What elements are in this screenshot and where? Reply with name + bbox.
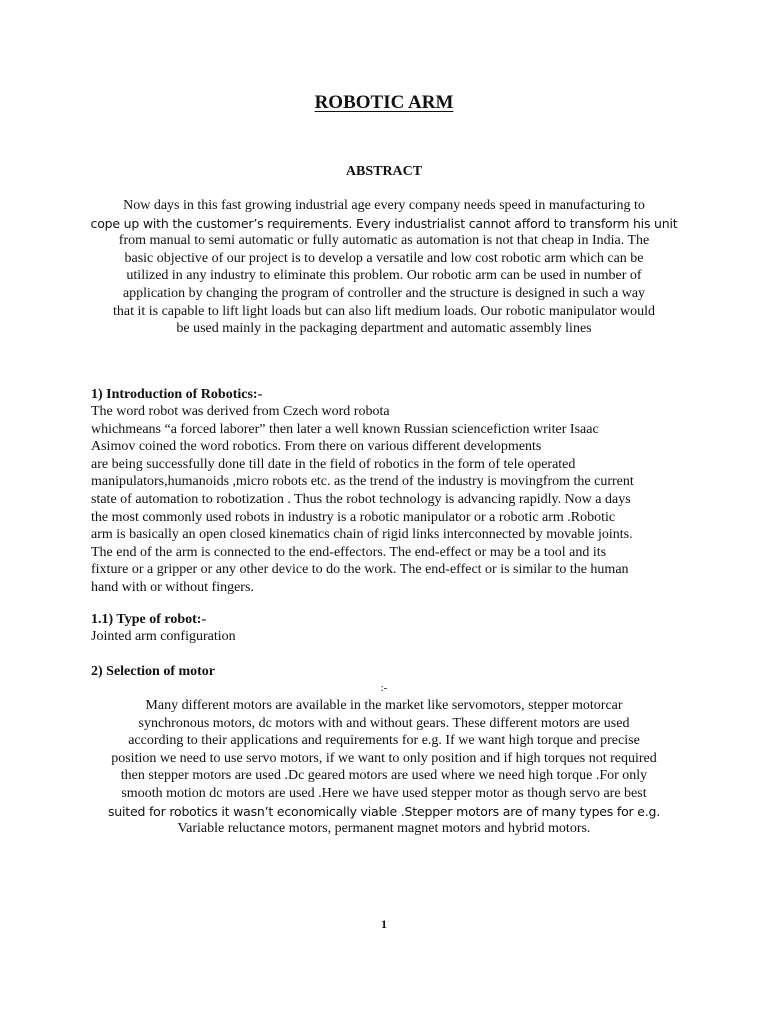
section-heading-text: 1.1) Type of robot:- — [91, 612, 207, 627]
abstract-paragraph — [86, 197, 682, 338]
abstract-line: from manual to semi automatic or fully automatic as automation is not that cheap in India. The — [118, 233, 650, 249]
introduction-line: The end of the arm is connected to the end-effectors. The end-effect or may be a tool and its — [91, 544, 607, 560]
motor-selection-paragraph — [86, 697, 682, 838]
section-heading-text: 2) Selection of motor — [91, 664, 216, 679]
motor-line: according to their applications and requirements for e.g. If we want high torque and precise — [128, 733, 640, 749]
abstract-line: Now days in this fast growing industrial age every company needs speed in manufacturing to — [123, 198, 645, 213]
section-heading-robot-type — [91, 611, 691, 629]
motor-line: smooth motion dc motors are used .Here we have used stepper motor as though servo are best — [121, 785, 647, 801]
introduction-line: are being successfully done till date in the field of robotics in the form of tele operated — [91, 456, 576, 472]
abstract-line: cope up with the customer’s requirements. Every industrialist cannot afford to transform his unit — [90, 215, 678, 231]
document-title: ROBOTIC ARM — [314, 92, 454, 113]
motor-line: synchronous motors, dc motors with and without gears. These different motors are used — [138, 715, 630, 731]
motor-line: Variable reluctance motors, permanent magnet motors and hybrid motors. — [177, 821, 591, 837]
abstract-line: that it is capable to lift light loads but can also lift medium loads. Our robotic manipulator would — [112, 303, 655, 319]
motor-colon: :- — [380, 682, 388, 694]
motor-line: suited for robotics it wasn’t economically viable .Stepper motors are of many types for e.g. — [107, 803, 661, 819]
page-number: 1 — [381, 917, 387, 931]
introduction-paragraph — [91, 403, 691, 597]
introduction-line: whichmeans “a forced laborer” then later a well known Russian sciencefiction writer Isaac — [91, 421, 599, 437]
motor-line: Many different motors are available in the market like servomotors, stepper motorcar — [145, 698, 623, 713]
abstract-line: application by changing the program of controller and the structure is designed in such a way — [122, 285, 646, 301]
introduction-line: state of automation to robotization . Thus the robot technology is advancing rapidly. Now a days — [91, 491, 631, 507]
abstract-line: basic objective of our project is to develop a versatile and low cost robotic arm which can be — [124, 250, 644, 266]
abstract-line: utilized in any industry to eliminate this problem. Our robotic arm can be used in number of — [126, 268, 642, 284]
introduction-line: arm is basically an open closed kinematics chain of rigid links interconnected by movable joints. — [91, 527, 633, 543]
abstract-heading: ABSTRACT — [345, 164, 423, 179]
section-heading-motor-selection — [91, 663, 691, 681]
motor-line: position we need to use servo motors, if we want to only position and if high torques not required — [111, 750, 657, 766]
section-heading-text: 1) Introduction of Robotics:- — [91, 387, 263, 402]
section-heading-introduction — [91, 386, 691, 404]
abstract-line: be used mainly in the packaging department and automatic assembly lines — [176, 321, 592, 337]
robot-type-paragraph — [91, 628, 691, 646]
robot-type-text: Jointed arm configuration — [91, 629, 236, 644]
introduction-line: manipulators,humanoids ,micro robots etc. as the trend of the industry is movingfrom the current — [91, 474, 634, 490]
introduction-line: fixture or a gripper or any other device to do the work. The end-effect or is similar to the human — [91, 562, 629, 578]
introduction-line: the most commonly used robots in industry is a robotic manipulator or a robotic arm .Robotic — [91, 509, 616, 525]
introduction-line: hand with or without fingers. — [91, 579, 254, 595]
introduction-line: Asimov coined the word robotics. From there on various different developments — [91, 439, 542, 455]
introduction-line: The word robot was derived from Czech word robota — [91, 404, 390, 419]
motor-line: then stepper motors are used .Dc geared motors are used where we need high torque .For only — [120, 768, 648, 784]
